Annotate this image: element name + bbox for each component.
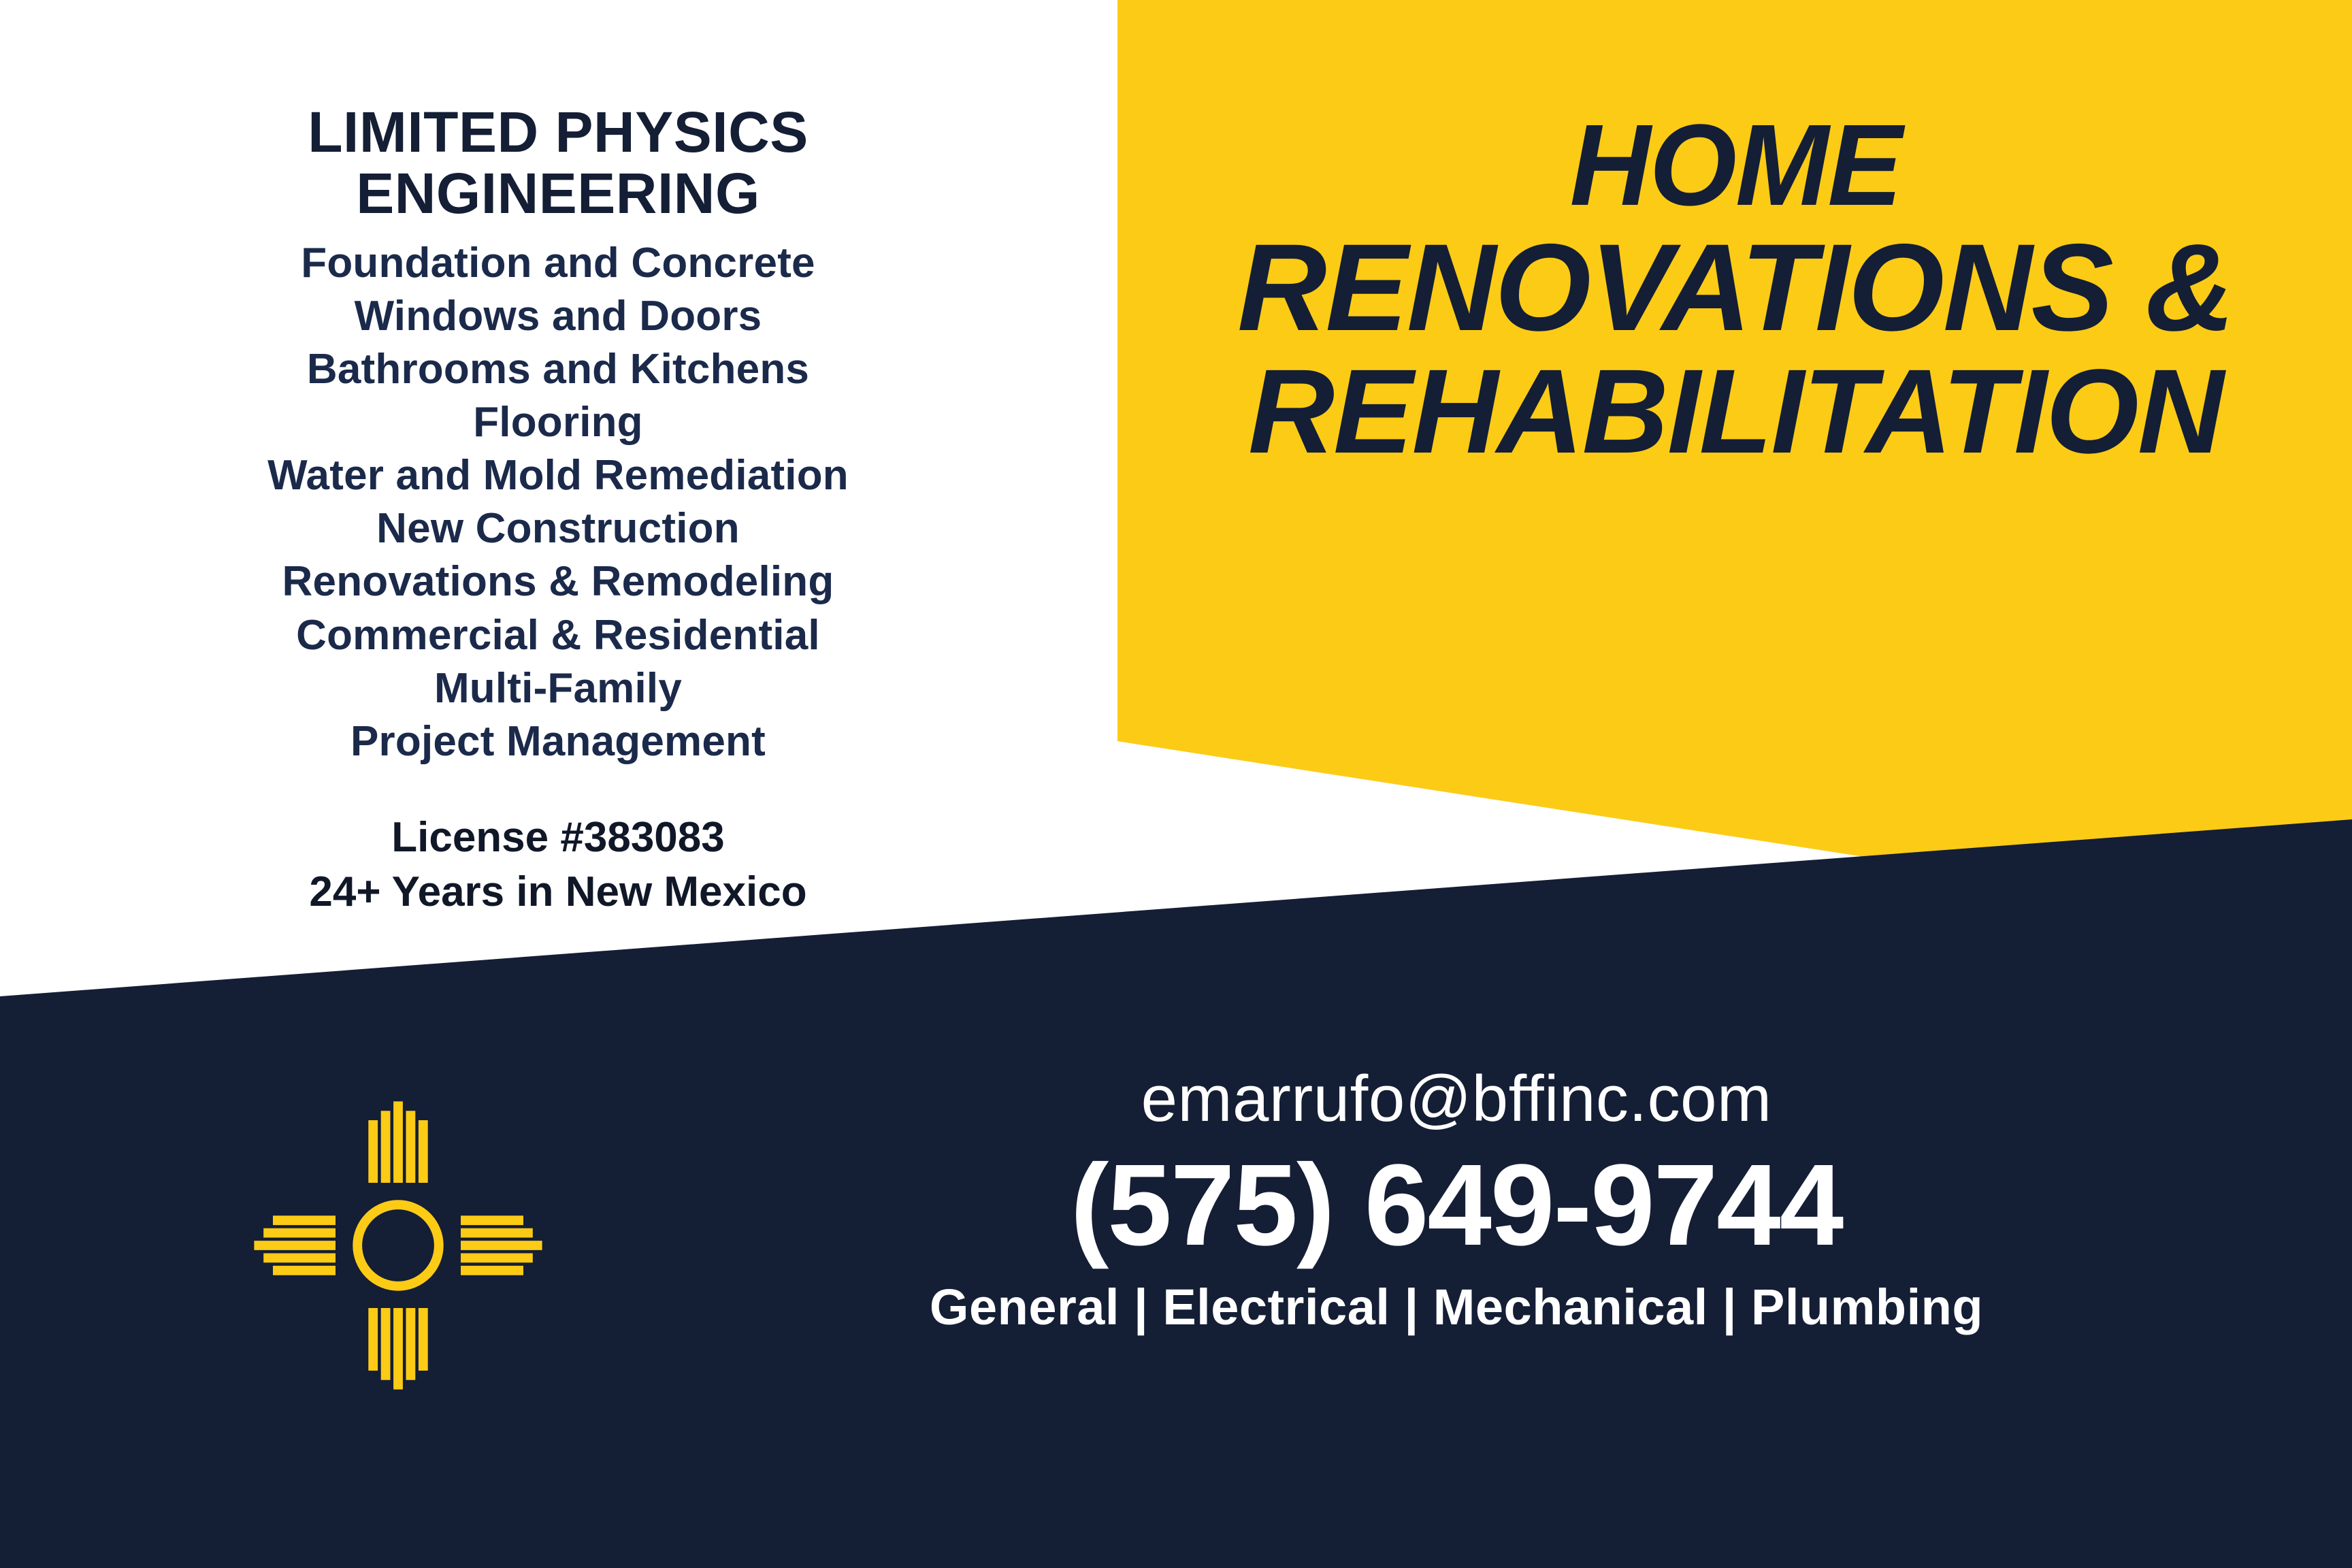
phone-number[interactable]: (575) 649-9744 xyxy=(1070,1141,1843,1270)
trades-list: General | Electrical | Mechanical | Plumbing xyxy=(929,1278,1984,1335)
services-list xyxy=(109,237,1007,768)
years-experience: 24+ Years in New Mexico xyxy=(309,868,807,916)
headline-line-3: REHABILITATION xyxy=(1248,344,2223,478)
license-number: License #383083 xyxy=(391,813,725,861)
headline-line-1: HOME xyxy=(1569,101,1901,230)
list-item: New Construction xyxy=(376,505,740,553)
headline-line-2: RENOVATIONS & xyxy=(1237,217,2234,357)
list-item: Foundation and Concrete xyxy=(301,239,815,287)
list-item: Renovations & Remodeling xyxy=(282,558,834,606)
list-item: Flooring xyxy=(473,399,643,446)
zia-sun-icon xyxy=(242,1089,555,1402)
list-item: Water and Mold Remediation xyxy=(267,452,849,500)
headline xyxy=(1157,101,2314,478)
email-address[interactable]: emarrufo@bffinc.com xyxy=(1141,1062,1772,1135)
list-item: Project Management xyxy=(350,717,766,765)
services-panel xyxy=(109,102,1007,920)
list-item: Bathrooms and Kitchens xyxy=(306,345,810,393)
company-name: LIMITED PHYSICS ENGINEERING xyxy=(308,100,808,225)
list-item: Windows and Doors xyxy=(354,292,762,340)
list-item: Multi-Family xyxy=(434,664,683,712)
license-block xyxy=(109,811,1007,920)
list-item: Commercial & Residential xyxy=(296,611,820,659)
contact-block xyxy=(708,1062,2205,1336)
